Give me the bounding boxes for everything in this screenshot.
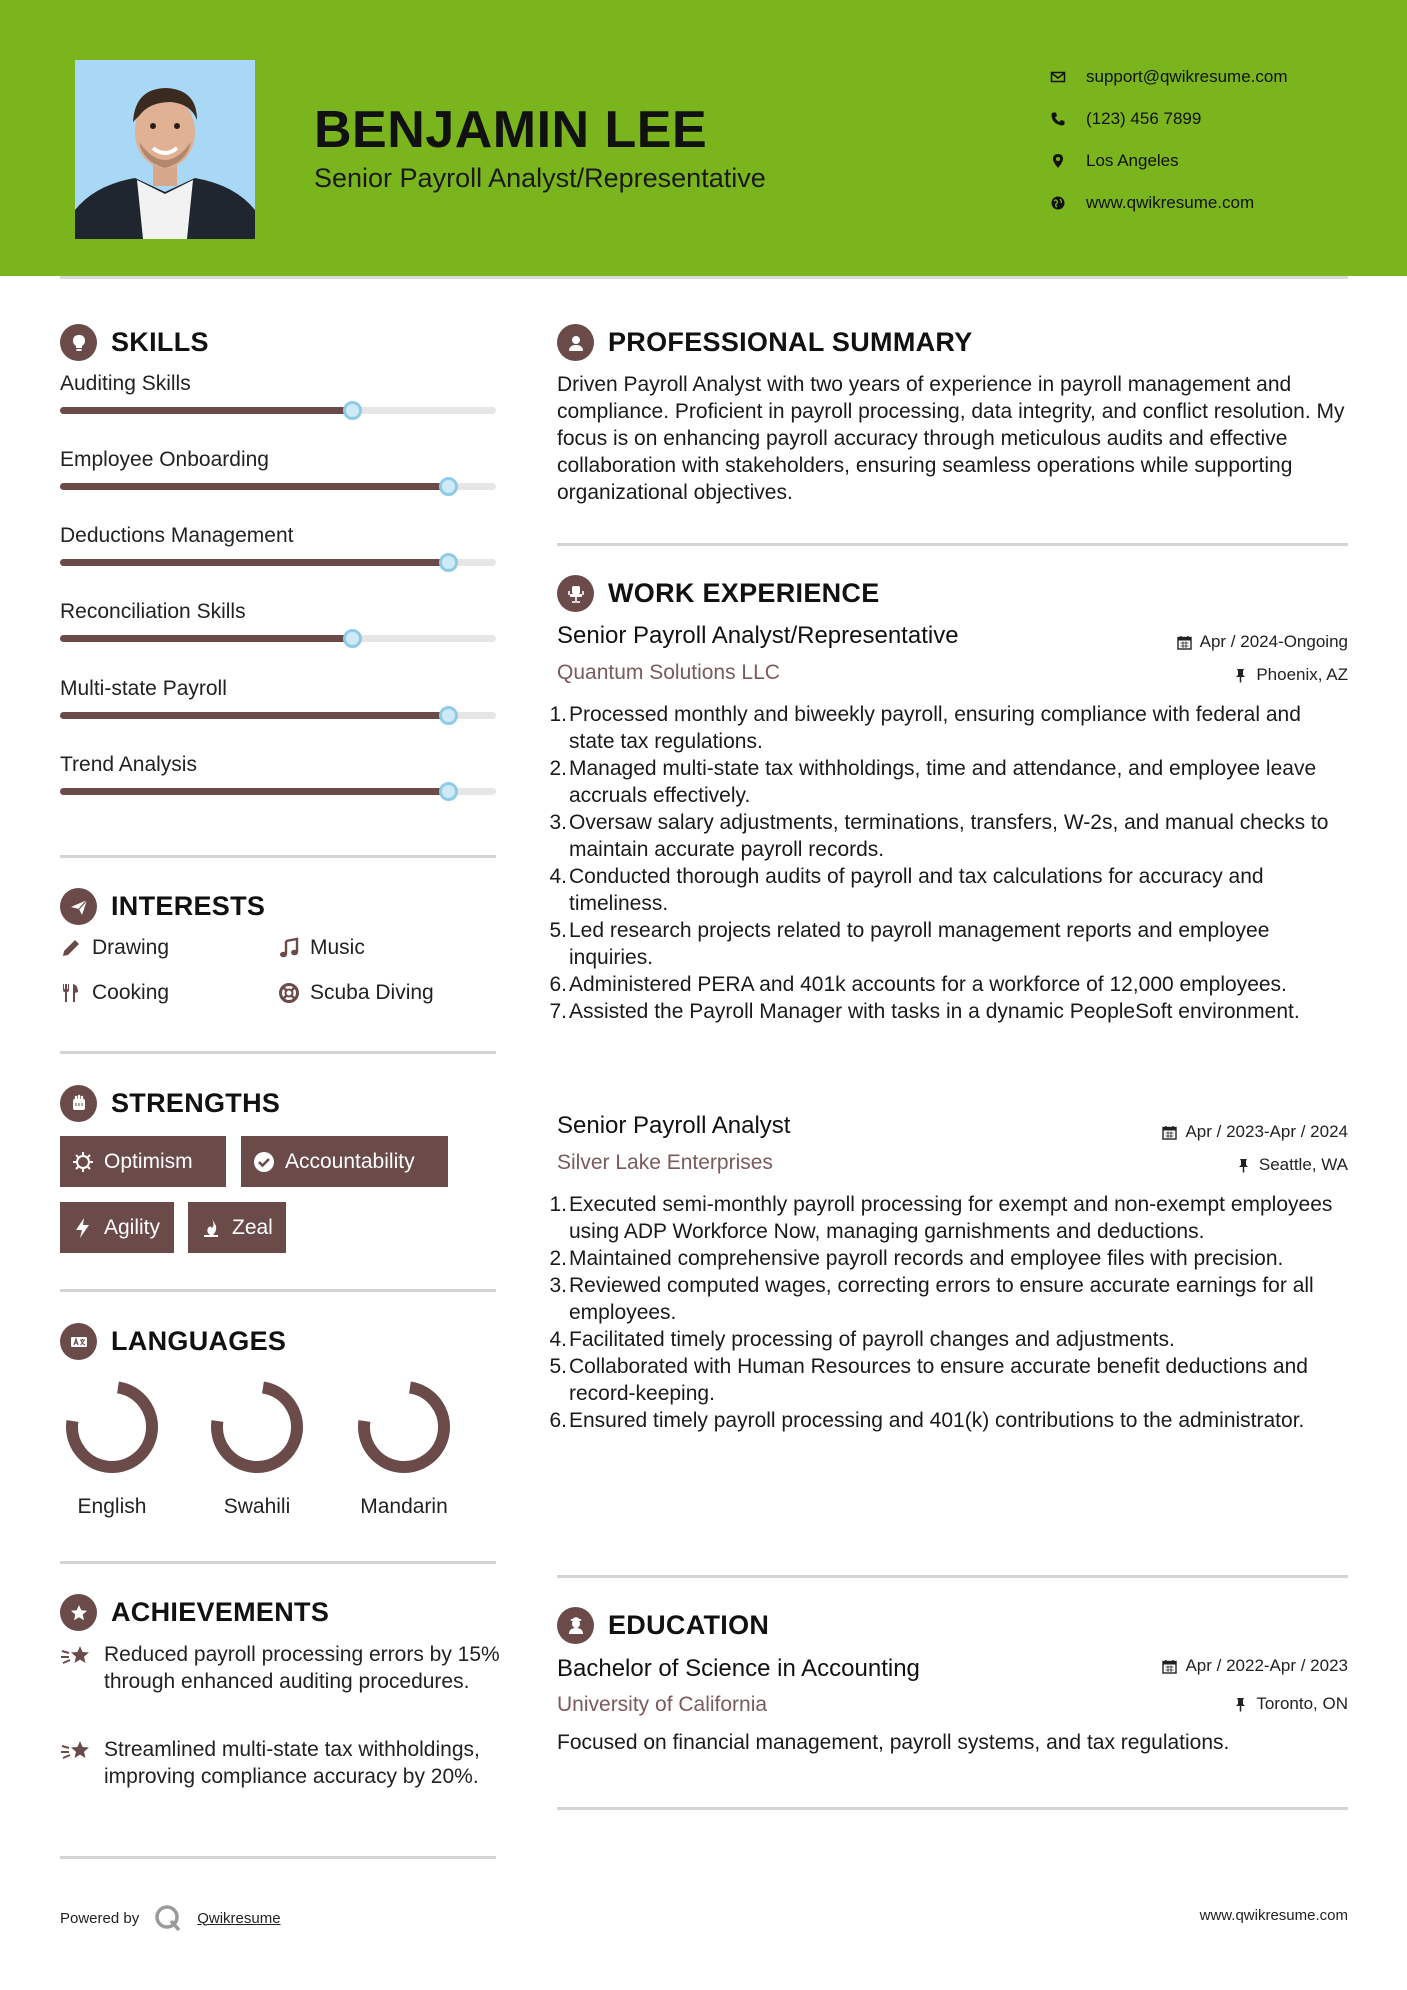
utensils-icon <box>60 982 82 1004</box>
education-heading: EDUCATION <box>557 1607 769 1644</box>
pushpin-icon <box>1236 1158 1251 1173</box>
skill-bar <box>60 407 496 414</box>
skill-level-knob <box>439 553 458 572</box>
skill-bar <box>60 483 496 490</box>
achievement-text: Streamlined multi-state tax withholdings, improving compliance accuracy by 20%. <box>104 1738 480 1788</box>
achievement-text: Reduced payroll processing errors by 15% through enhanced auditing procedures. <box>104 1643 500 1693</box>
degree-title: Bachelor of Science in Accounting <box>557 1655 920 1682</box>
check-circle-icon <box>253 1151 275 1173</box>
shooting-star-icon <box>60 1738 92 1766</box>
skill-bar <box>60 635 496 642</box>
list-item: 4. Facilitated timely processing of payroll changes and adjustments. <box>549 1328 1175 1351</box>
interests-heading: INTERESTS <box>60 888 265 925</box>
skill-item <box>60 448 496 472</box>
music-note-icon <box>278 937 300 959</box>
language-item <box>52 1377 172 1519</box>
company-name: Quantum Solutions LLC <box>557 661 780 684</box>
language-item <box>344 1377 464 1519</box>
job-responsibilities <box>549 701 1347 1025</box>
footer-website-link[interactable]: www.qwikresume.com <box>1199 1907 1348 1924</box>
skill-bar <box>60 788 496 795</box>
contact-info <box>1050 56 1390 224</box>
school-name: University of California <box>557 1693 768 1716</box>
section-divider <box>60 1289 496 1292</box>
interest-item: Drawing <box>60 936 169 960</box>
resume-header <box>0 0 1407 276</box>
strength-tag: Agility <box>60 1202 174 1253</box>
list-item: 3. Reviewed computed wages, correcting errors to ensure accurate earnings for all employees. <box>549 1274 1314 1324</box>
languages-heading: LANGUAGES <box>60 1323 286 1360</box>
interest-item: Cooking <box>60 981 169 1005</box>
office-chair-icon <box>557 575 594 612</box>
strengths-heading: STRENGTHS <box>60 1085 280 1122</box>
skill-label: Auditing Skills <box>60 372 191 395</box>
skill-level-knob <box>439 706 458 725</box>
language-level-ring <box>354 1377 454 1477</box>
interest-item: Music <box>278 936 365 960</box>
skill-level-knob <box>439 782 458 801</box>
language-label: Mandarin <box>360 1495 448 1518</box>
list-item: 3. Oversaw salary adjustments, terminations, transfers, W-2s, and manual checks to maintain accurate payroll records. <box>549 811 1329 861</box>
qwikresume-link[interactable]: Qwikresume <box>197 1909 281 1927</box>
job-title: Senior Payroll Analyst <box>557 1112 791 1139</box>
interest-item: Scuba Diving <box>278 981 434 1005</box>
list-item: 5. Collaborated with Human Resources to ensure accurate benefit deductions and record-keeping. <box>549 1355 1308 1405</box>
experience-heading: WORK EXPERIENCE <box>557 575 880 612</box>
job-location: Seattle, WA <box>1236 1155 1348 1175</box>
paper-plane-icon <box>60 888 97 925</box>
strength-tag: Optimism <box>60 1136 226 1187</box>
candidate-title: Senior Payroll Analyst/Representative <box>314 163 766 193</box>
contact-email[interactable]: support@qwikresume.com <box>1050 56 1390 98</box>
list-item: 2. Maintained comprehensive payroll records and employee files with precision. <box>549 1247 1284 1270</box>
pushpin-icon <box>1233 668 1248 683</box>
skill-item <box>60 753 496 777</box>
footer-powered-by: Powered by Qwikresume <box>60 1903 281 1933</box>
education-dates: Apr / 2022-Apr / 2023 <box>1162 1656 1348 1676</box>
flame-icon <box>200 1217 222 1239</box>
job-dates: Apr / 2023-Apr / 2024 <box>1162 1122 1348 1142</box>
graduate-icon <box>557 1607 594 1644</box>
skill-item <box>60 677 496 701</box>
language-label: Swahili <box>223 1495 291 1518</box>
header-divider <box>60 276 1348 279</box>
list-item: 2. Managed multi-state tax withholdings, time and attendance, and employee leave accruals effectively. <box>549 757 1317 807</box>
skill-item <box>60 524 496 548</box>
candidate-name: BENJAMIN LEE <box>314 101 708 159</box>
section-divider <box>60 1561 496 1564</box>
calendar-icon <box>1177 635 1192 650</box>
job-title: Senior Payroll Analyst/Representative <box>557 622 959 649</box>
section-divider <box>60 1856 496 1859</box>
education-location: Toronto, ON <box>1233 1694 1348 1714</box>
shooting-star-icon <box>60 1643 92 1671</box>
lightbulb-icon <box>60 324 97 361</box>
skill-label: Deductions Management <box>60 524 294 547</box>
skill-label: Multi-state Payroll <box>60 677 227 700</box>
globe-icon <box>1050 195 1066 211</box>
language-level-ring <box>62 1377 162 1477</box>
job-responsibilities <box>549 1191 1347 1434</box>
section-divider <box>557 1807 1348 1810</box>
skill-level-knob <box>343 401 362 420</box>
skill-level-knob <box>343 629 362 648</box>
skill-label: Employee Onboarding <box>60 448 269 471</box>
skill-label: Reconciliation Skills <box>60 600 246 623</box>
job-dates: Apr / 2024-Ongoing <box>1177 632 1348 652</box>
list-item: 1. Executed semi-monthly payroll processing for exempt and non-exempt employees using ADP Workforce Now, managing garnishments and deductions. <box>549 1193 1333 1243</box>
strength-tag: Accountability <box>241 1136 448 1187</box>
pushpin-icon <box>1233 1697 1248 1712</box>
language-label: English <box>77 1495 147 1518</box>
achievement-item <box>60 1641 500 1695</box>
list-item: 6. Administered PERA and 401k accounts for a workforce of 12,000 employees. <box>549 973 1287 996</box>
achievements-heading: ACHIEVEMENTS <box>60 1594 329 1631</box>
profile-photo <box>75 60 255 239</box>
skill-bar <box>60 559 496 566</box>
language-item <box>197 1377 317 1519</box>
skill-bar <box>60 712 496 719</box>
contact-website[interactable]: www.qwikresume.com <box>1050 182 1390 224</box>
section-divider <box>557 1575 1348 1578</box>
language-icon <box>60 1323 97 1360</box>
strength-tag: Zeal <box>188 1202 286 1253</box>
contact-location: Los Angeles <box>1050 140 1390 182</box>
achievement-item <box>60 1736 500 1790</box>
list-item: 4. Conducted thorough audits of payroll and tax calculations for accuracy and timeliness. <box>549 865 1264 915</box>
skill-level-knob <box>439 477 458 496</box>
education-description: Focused on financial management, payroll systems, and tax regulations. <box>557 1731 1230 1754</box>
calendar-icon <box>1162 1125 1177 1140</box>
section-divider <box>557 543 1348 546</box>
skill-label: Trend Analysis <box>60 753 197 776</box>
qwikresume-logo-icon <box>153 1903 183 1933</box>
language-level-ring <box>207 1377 307 1477</box>
envelope-icon <box>1050 69 1066 85</box>
company-name: Silver Lake Enterprises <box>557 1151 773 1174</box>
section-divider <box>60 1051 496 1054</box>
section-divider <box>60 855 496 858</box>
summary-text: Driven Payroll Analyst with two years of experience in payroll management and compliance. Proficient in payroll processing, data integrity, and conflict resolution. My focus is on enhancing payroll accuracy through meticulous audits and effective collaboration with stakeholders, ensuring seamless operations while supporting organizational objectives. <box>557 373 1345 504</box>
list-item: 5. Led research projects related to payroll management reports and employee inquiries. <box>549 919 1270 969</box>
list-item: 6. Ensured timely payroll processing and 401(k) contributions to the administrator. <box>549 1409 1305 1432</box>
sun-icon <box>72 1151 94 1173</box>
list-item: 1. Processed monthly and biweekly payroll, ensuring compliance with federal and state tax regulations. <box>549 703 1301 753</box>
fist-icon <box>60 1085 97 1122</box>
list-item: 7. Assisted the Payroll Manager with tasks in a dynamic PeopleSoft environment. <box>549 1000 1300 1023</box>
job-location: Phoenix, AZ <box>1233 665 1348 685</box>
star-badge-icon <box>60 1594 97 1631</box>
summary-heading: PROFESSIONAL SUMMARY <box>557 324 973 361</box>
map-pin-icon <box>1050 153 1066 169</box>
user-icon <box>557 324 594 361</box>
phone-icon <box>1050 111 1066 127</box>
skill-item <box>60 600 496 624</box>
life-ring-icon <box>278 982 300 1004</box>
skills-heading: SKILLS <box>60 324 209 361</box>
calendar-icon <box>1162 1659 1177 1674</box>
pencil-icon <box>60 937 82 959</box>
skill-item <box>60 372 496 396</box>
lightning-icon <box>72 1217 94 1239</box>
contact-phone[interactable]: (123) 456 7899 <box>1050 98 1390 140</box>
